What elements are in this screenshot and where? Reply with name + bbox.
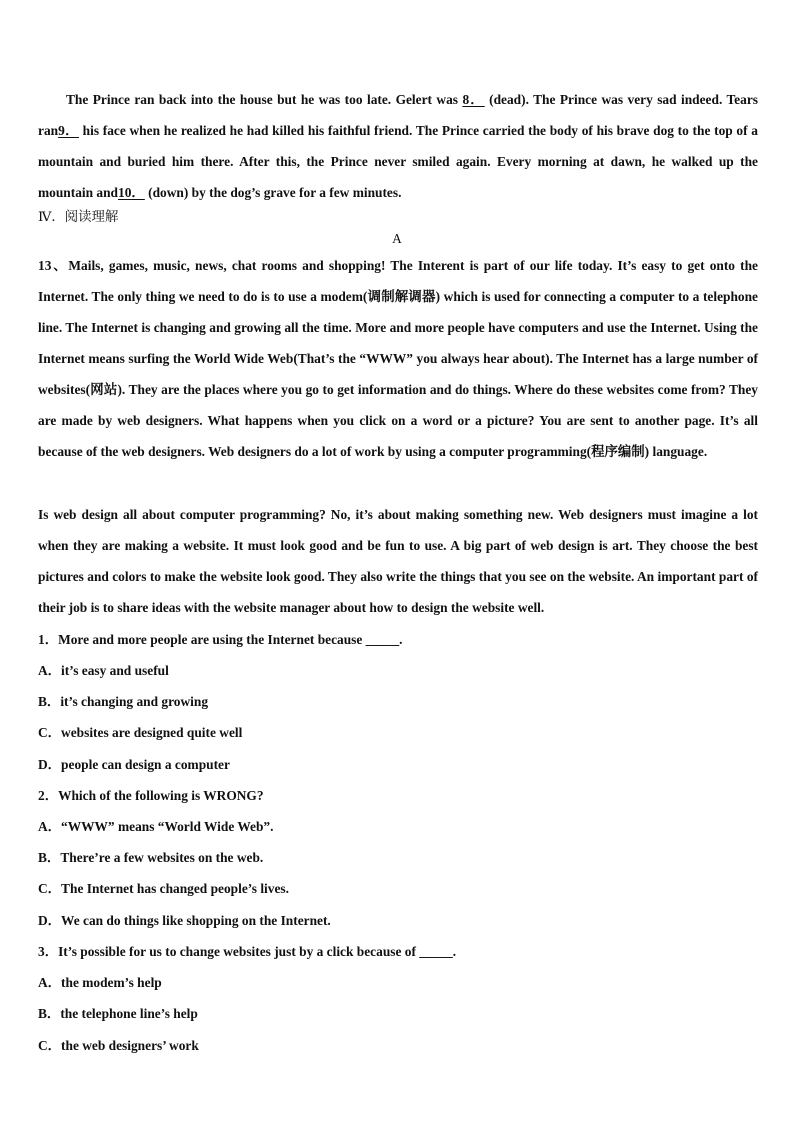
question-2-option-a[interactable]: A．“WWW” means “World Wide Web”.: [38, 819, 274, 834]
question-3-stem: 3．It’s possible for us to change websites just by a click because of _____.: [38, 944, 457, 959]
section-heading: Ⅳ．阅读理解: [38, 209, 119, 224]
blank-9: 9．: [58, 123, 79, 138]
question-1-stem: 1．More and more people are using the Internet because _____.: [38, 632, 403, 647]
question-3-option-b[interactable]: B．the telephone line’s help: [38, 1006, 198, 1021]
passage-paragraph-1: 13、Mails, games, music, news, chat rooms and shopping! The Interent is part of our life today. It’s easy to get onto the Internet. The only thing we need to do is to use a modem(调制解调器) which is used for connecting a computer to a telephone line. The Internet is changing and growing all the time. More and more people have computers and use the Internet. Using the Internet means surfing the World Wide Web(That’s the “WWW” you always hear about). The Internet has a large number of websites(网站). They are the places where you go to get information and do things. Where do these websites come from? They are made by web designers. What happens when you click on a word or a picture? You are sent to another page. It’s all because of the web designers. Web designers do a lot of work by using a computer programming(程序编制) language.: [38, 258, 758, 459]
story-text: The Prince ran back into the house but he was too late. Gelert was: [66, 92, 463, 107]
question-1-option-b[interactable]: B．it’s changing and growing: [38, 694, 209, 709]
question-2-option-c[interactable]: C．The Internet has changed people’s lives.: [38, 881, 289, 896]
question-3-option-c[interactable]: C．the web designers’ work: [38, 1038, 199, 1053]
passage-label: A: [392, 231, 402, 246]
question-1-option-c[interactable]: C．websites are designed quite well: [38, 725, 243, 740]
question-2-option-b[interactable]: B．There’re a few websites on the web.: [38, 850, 264, 865]
story-text: his face when he realized he had killed his faithful friend. The Prince carried the body of his brave dog to the top of a mountain and buried him there. After this, the Prince never smiled again. Every morning at dawn, he walked up the mountain and: [38, 123, 759, 200]
question-3-option-a[interactable]: A．the modem’s help: [38, 975, 162, 990]
story-paragraph: [38, 84, 758, 208]
question-1-option-a[interactable]: A．it’s easy and useful: [38, 663, 169, 678]
question-2-stem: 2．Which of the following is WRONG?: [38, 788, 264, 803]
question-1-option-d[interactable]: D．people can design a computer: [38, 757, 230, 772]
passage-paragraph-2: Is web design all about computer programming? No, it’s about making something new. Web designers must imagine a lot when they are making a website. It must look good and be fun to use. A big part of web design is art. They choose the best pictures and colors to make the website look good. They also write the things that you see on the website. An important part of their job is to share ideas with the website manager about how to design the website well.: [38, 507, 758, 615]
question-2-option-d[interactable]: D．We can do things like shopping on the Internet.: [38, 913, 331, 928]
story-text: (dead). The Prince was very sad indeed. Tears ran: [38, 92, 758, 138]
story-text: (down) by the dog’s grave for a few minutes.: [144, 185, 402, 200]
blank-8: 8．: [462, 92, 485, 107]
blank-10: 10．: [118, 185, 145, 200]
